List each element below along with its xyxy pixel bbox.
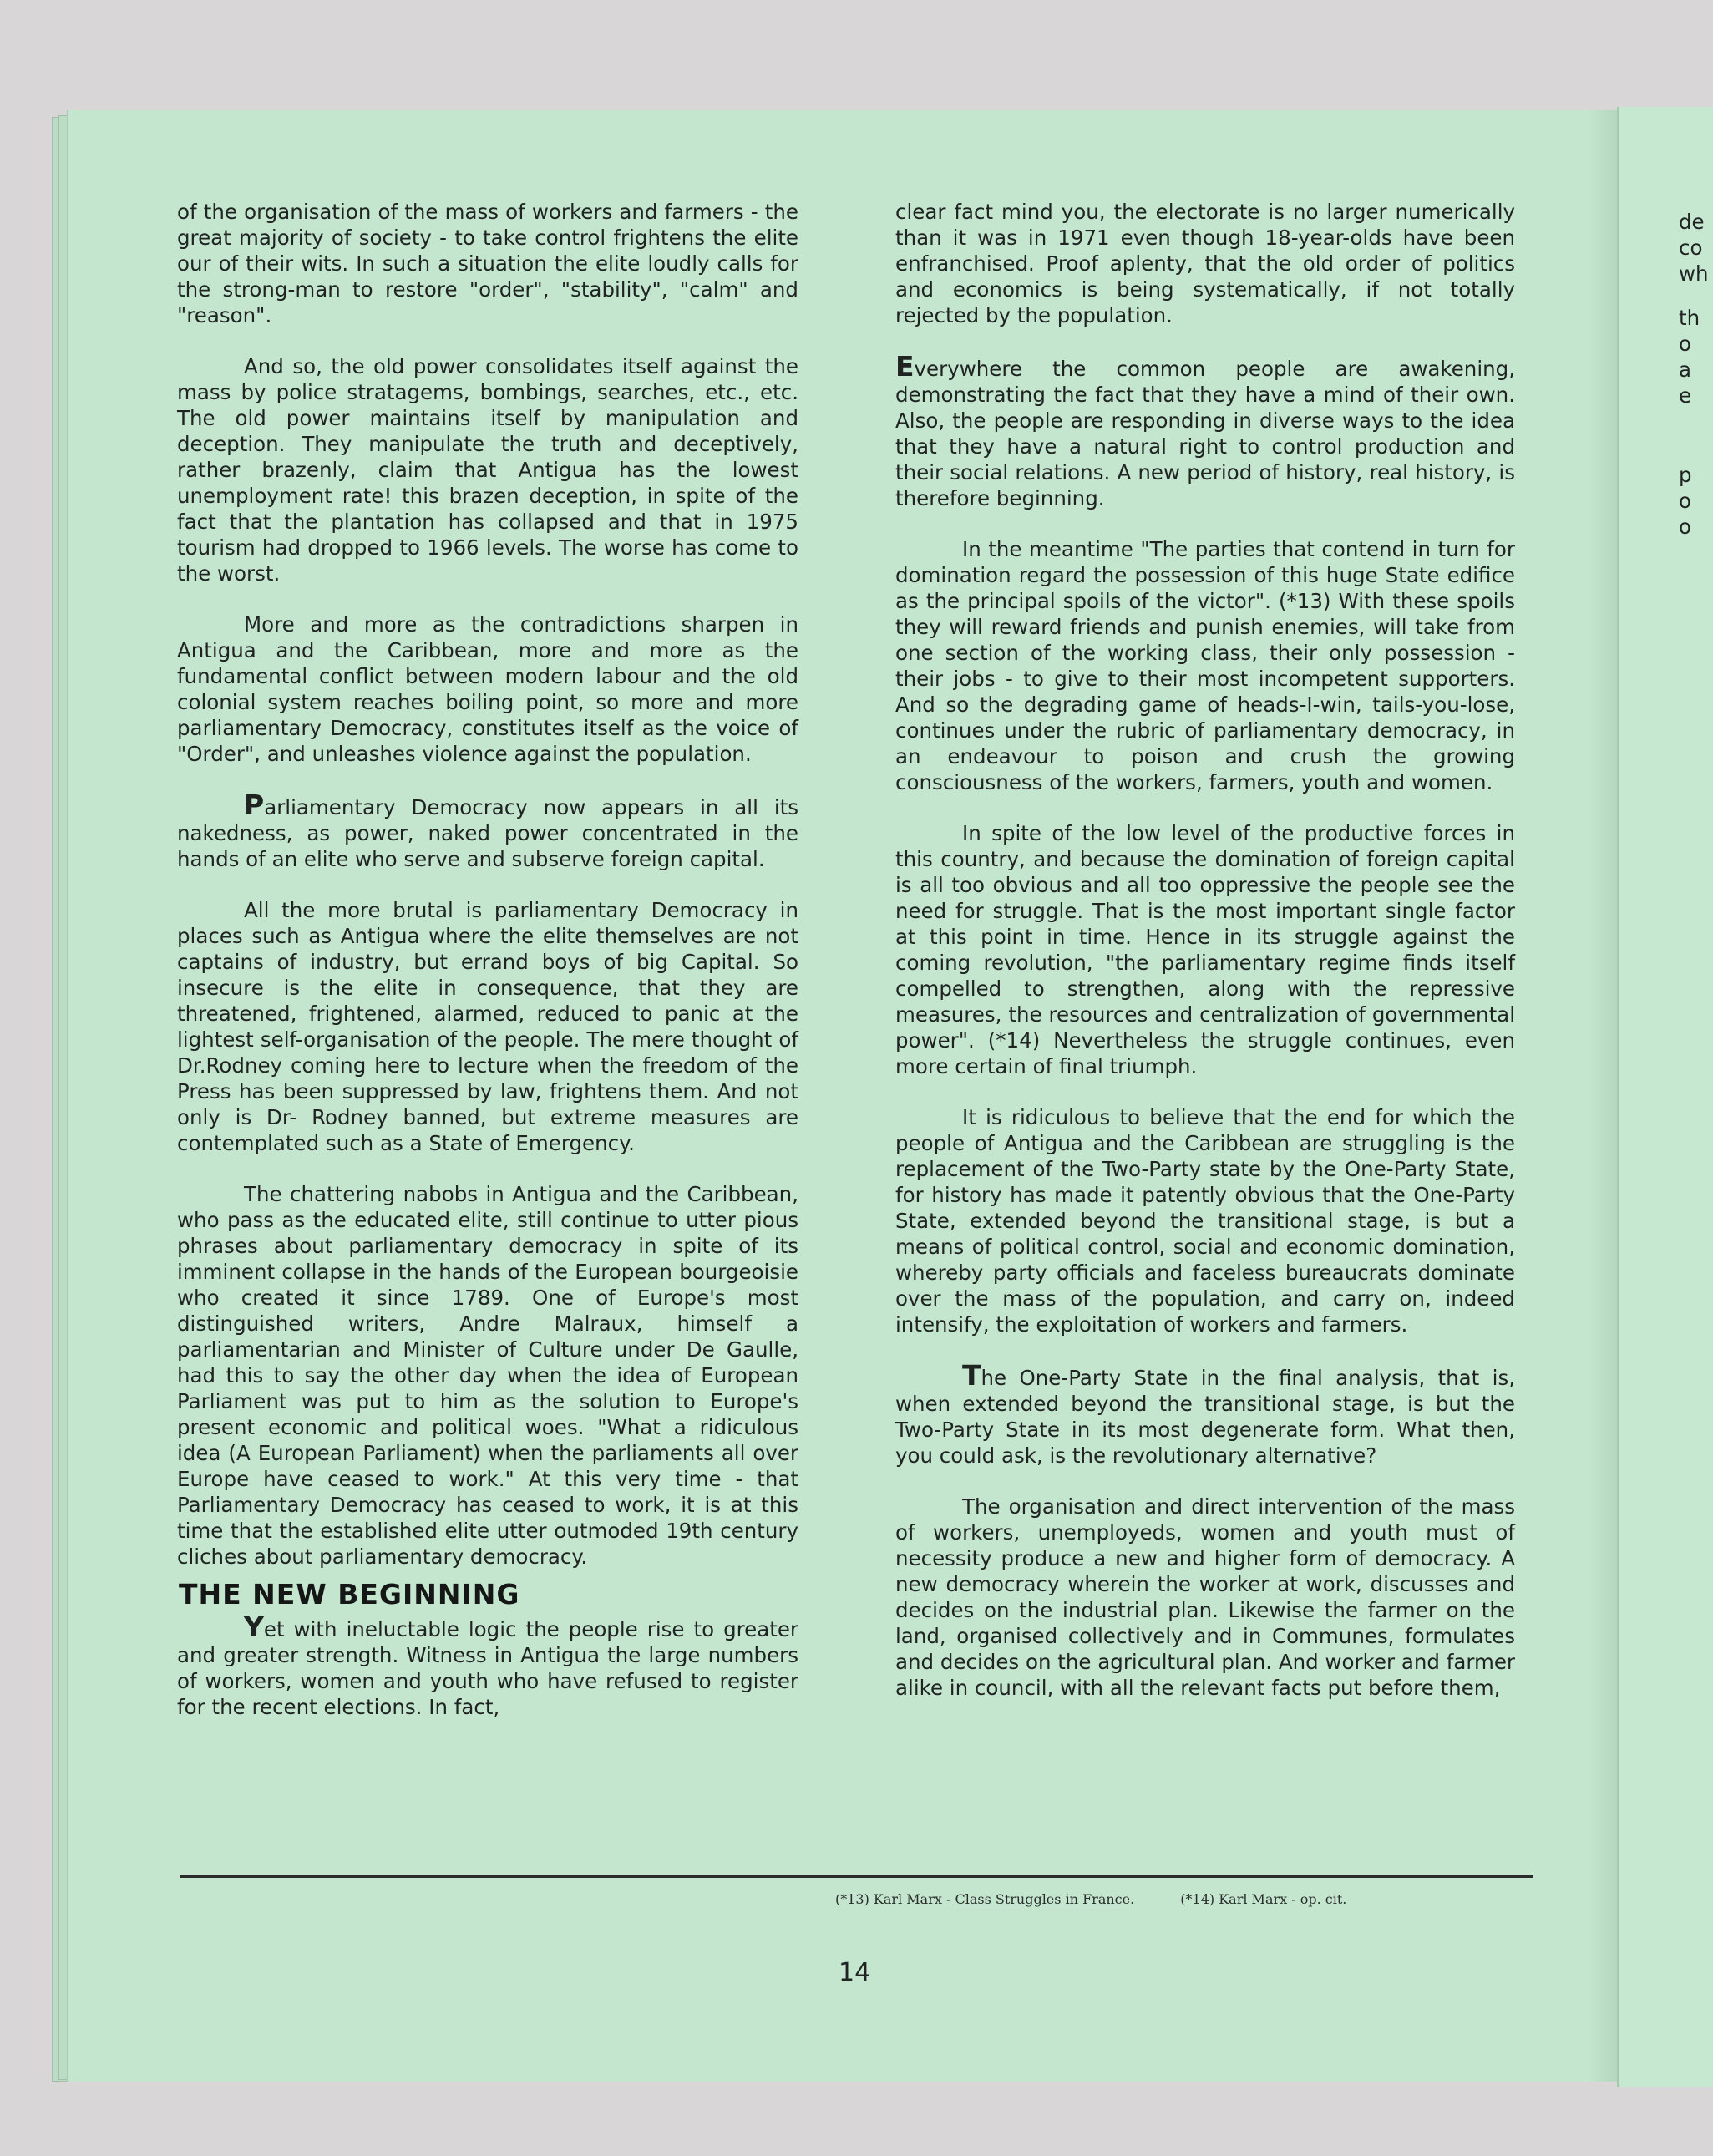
footnote-13-prefix: (*13) Karl Marx - xyxy=(835,1891,955,1907)
footnote-13-title: Class Struggles in France. xyxy=(955,1891,1135,1907)
paragraph-text: he One-Party State in the final analysis, that is, when extended beyond the transitional stage, is but the Two-Party State in its most degenerate form. What then, you could ask, is the revolutionary alternative? xyxy=(895,1366,1515,1468)
paragraph: clear fact mind you, the electorate is no larger numerically than it was in 1971 even though 18-year-olds have been enfranchised. Proof aplenty, that the old order of politics and economics is being systematically, if not totally rejected by the population. xyxy=(895,200,1515,327)
paragraph xyxy=(177,789,798,872)
gutter-shadow xyxy=(1587,110,1620,2082)
text-fragment: p xyxy=(1679,463,1692,487)
paragraph: The chattering nabobs in Antigua and the Caribbean, who pass as the educated elite, still continue to utter pious phrases about parliamentary democracy in spite of its imminent collapse in the hands of the European bourgeoisie who created it since 1789. One of Europe's most distinguished writers, Andre Malraux, himself a parliamentarian and Minister of Culture under De Gaulle, had this to say the other day when the idea of European Parliament was put to him as the solution to Europe's present economic and political woes. "What a ridiculous idea (A European Parliament) when the parliaments all over Europe have ceased to work." At this very time - that Parliamentary Democracy has ceased to work, it is at this time that the established elite utter outmoded 19th century cliches about parliamentary democracy. xyxy=(177,1182,798,1569)
left-column xyxy=(177,199,798,1745)
paragraph: And so, the old power consolidates itself against the mass by police stratagems, bombings, searches, etc., etc. The old power maintains itself by manipulation and deception. They manipulate the truth and deceptively, rather brazenly, claim that Antigua has the lowest unemployment rate! this brazen deception, in spite of the fact that the plantation has collapsed and that in 1975 tourism had dropped to 1966 levels. The worse has come to the worst. xyxy=(177,354,798,586)
footnote-divider xyxy=(180,1875,1533,1878)
text-fragment: co xyxy=(1679,236,1703,260)
next-page-text-fragments xyxy=(1679,209,1713,540)
paragraph-text: et with ineluctable logic the people rise to greater and greater strength. Witness in Antigua the large numbers of workers, women and youth who have refused to register for the recent elections. In fact, xyxy=(177,1617,798,1719)
paragraph: The organisation and direct intervention of the mass of workers, unemployeds, women and youth must of necessity produce a new and higher form of democracy. A new democracy wherein the worker at work, discusses and decides on the industrial plan. Likewise the farmer on the land, organised collectively and in Communes, formulates and decides on the agricultural plan. And worker and farmer alike in council, with all the relevant facts put before them, xyxy=(895,1494,1515,1700)
drop-initial: P xyxy=(244,789,265,821)
paragraph-text: arliamentary Democracy now appears in all its nakedness, as power, naked power concentrated in the hands of an elite who serve and subserve foreign capital. xyxy=(177,795,798,871)
section-heading: THE NEW BEGINNING xyxy=(179,1578,520,1611)
text-fragment: th xyxy=(1679,306,1700,330)
paragraph xyxy=(177,1611,798,1720)
paragraph: In the meantime "The parties that contend in turn for domination regard the possession of this huge State edifice as the principal spoils of the victor". (*13) With these spoils they will reward friends and punish enemies, will take from one section of the working class, their only possession - their jobs - to give to their most incompetent supporters. And so the degrading game of heads-I-win, tails-you-lose, continues under the rubric of parliamentary democracy, in an endeavour to poison and crush the growing consciousness of the workers, farmers, youth and women. xyxy=(895,537,1515,794)
footnote-14: (*14) Karl Marx - op. cit. xyxy=(1180,1891,1347,1907)
paragraph: It is ridiculous to believe that the end for which the people of Antigua and the Caribbean are struggling is the replacement of the Two-Party state by the One-Party State, for history has made it patently obvious that the One-Party State, extended beyond the transitional stage, is but a means of political control, social and economic domination, whereby party officials and faceless bureaucrats dominate over the mass of the population, and carry on, indeed intensify, the exploitation of workers and farmers. xyxy=(895,1105,1515,1337)
text-fragment: a xyxy=(1679,358,1692,382)
paragraph: In spite of the low level of the productive forces in this country, and because the domination of foreign capital is all too obvious and all too oppressive the people see the need for struggle. That is the most important single factor at this point in time. Hence in its struggle against the coming revolution, "the parliamentary regime finds itself compelled to strengthen, along with the repressive measures, the resources and centralization of governmental power". (*14) Nevertheless the struggle continues, even more certain of final triumph. xyxy=(895,821,1515,1078)
paragraph: of the organisation of the mass of workers and farmers - the great majority of society - to take control frightens the elite our of their wits. In such a situation the elite loudly calls for the strong-man to restore "order", "stability", "calm" and "reason". xyxy=(177,200,798,327)
drop-initial: T xyxy=(962,1359,981,1392)
paragraph xyxy=(895,1359,1515,1469)
right-column xyxy=(895,199,1515,1726)
text-fragment: o xyxy=(1679,332,1691,356)
paragraph: More and more as the contradictions sharpen in Antigua and the Caribbean, more and more as the fundamental conflict between modern labour and the old colonial system reaches boiling point, so more and more parliamentary Democracy, constitutes itself as the voice of "Order", and unleashes violence against the population. xyxy=(177,612,798,766)
text-fragment: o xyxy=(1679,489,1691,513)
drop-initial: E xyxy=(895,350,915,383)
paragraph: All the more brutal is parliamentary Democracy in places such as Antigua where the elite themselves are not captains of industry, but errand boys of big Capital. So insecure is the elite in consequence, that they are threatened, frightened, alarmed, reduced to panic at the lightest self-organisation of the people. The mere thought of Dr.Rodney coming here to lecture when the freedom of the Press has been suppressed by law, frightens them. And not only is Dr- Rodney banned, but extreme measures are contemplated such as a State of Emergency. xyxy=(177,898,798,1155)
text-fragment: o xyxy=(1679,515,1691,539)
paragraph-text: verywhere the common people are awakening, demonstrating the fact that they have a mind of their own. Also, the people are responding in diverse ways to the idea that they have a natural right to control production and their social relations. A new period of history, real history, is therefore beginning. xyxy=(895,357,1515,510)
drop-initial: Y xyxy=(244,1611,264,1643)
text-fragment: de xyxy=(1679,210,1705,234)
text-fragment: wh xyxy=(1679,261,1709,286)
page-number: 14 xyxy=(839,1958,871,1987)
paragraph xyxy=(895,350,1515,511)
text-fragment: e xyxy=(1679,383,1692,408)
footnotes xyxy=(835,1891,1537,1907)
footnote-13 xyxy=(835,1891,1134,1907)
